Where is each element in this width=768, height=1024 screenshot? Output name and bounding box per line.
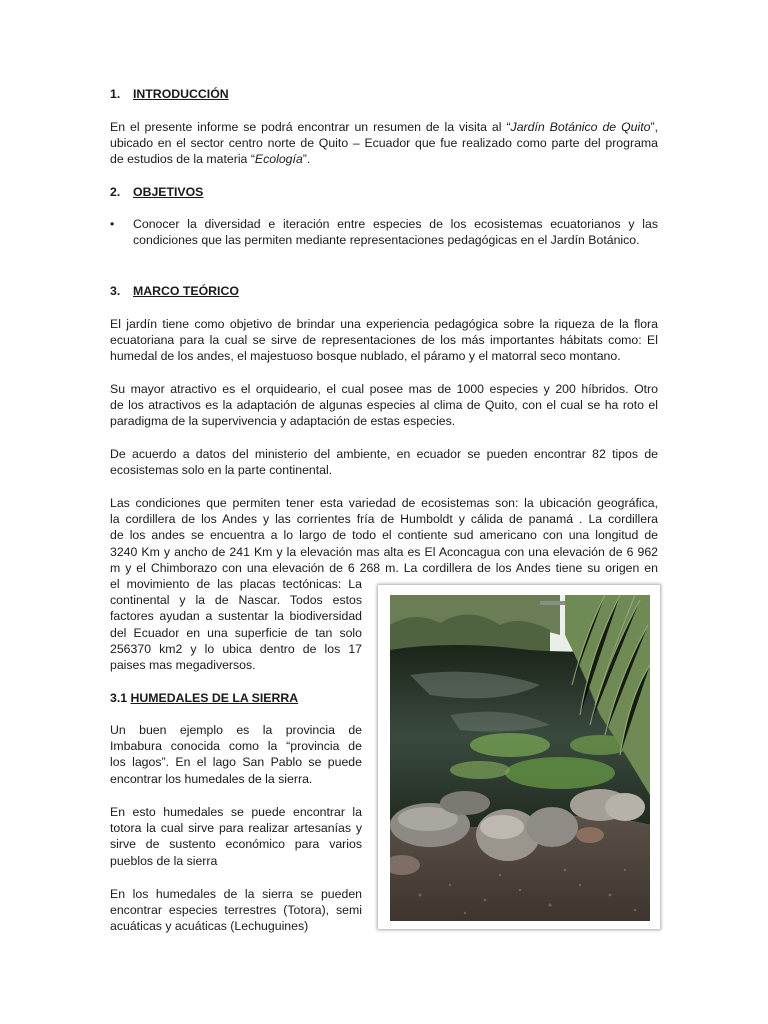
text-line: paises mas megadiversos.	[110, 658, 256, 673]
photo-frame	[378, 585, 660, 929]
text-line: de los andes se encuentra a lo largo de todo el contiente sud americano con una longitud de	[110, 528, 658, 543]
text-line: de estudios de la materia “Ecología”.	[110, 152, 311, 167]
wetland-pond-photo-icon	[390, 595, 650, 921]
text-line: los lagos”. En el lago San Pablo se puede	[110, 755, 362, 770]
heading-number: 1.	[110, 87, 121, 101]
text-line: paradigma de la supervivencia y adaptación de estas especies.	[110, 414, 456, 429]
heading-objetivos	[110, 184, 203, 200]
marco-paragraph-1	[110, 316, 658, 365]
text-line: pueblos de la sierra	[110, 853, 218, 868]
text-line: acuáticas y acuáticas (Lechuguines)	[110, 919, 309, 934]
text-line: encontrar especies terrestres (Totora), semi	[110, 903, 362, 918]
text-line: encontrar los humedales de la sierra.	[110, 771, 313, 786]
text-line: ubicado en el sector centro norte de Quito – Ecuador que fue realizado como parte del programa	[110, 136, 658, 151]
text-line: En los humedales de la sierra se pueden	[110, 887, 362, 901]
heading-title: HUMEDALES DE LA SIERRA	[130, 691, 299, 705]
text-line: ecuatoriana para la cual se sirve de representaciones de los más importantes hábitats como: El	[110, 333, 658, 348]
heading-humedales	[110, 690, 298, 706]
text-line: del Ecuador en una superficie de tan solo	[110, 625, 362, 640]
text-line: 3240 Km y ancho de 241 Km y la elevación mas alta es El Aconcagua con una elevación de 6 962	[110, 544, 658, 559]
text-line: humedal de los andes, el majestuoso bosque nublado, el páramo y el matorral seco montano.	[110, 349, 621, 364]
text-line: factores ayudan a sustentar la biodiversidad	[110, 609, 362, 624]
text-line: Las condiciones que permiten tener esta variedad de ecosistemas son: la ubicación geográfica,	[110, 496, 658, 510]
heading-title: OBJETIVOS	[133, 185, 204, 199]
text-line: sirve de sustento económico para varios	[110, 837, 362, 852]
humedales-paragraph-1	[110, 722, 362, 787]
text-line: m y el Chimborazo con una elevación de 6 268 m. La cordillera de los Andes tiene su origen en	[110, 560, 658, 575]
text-line: El jardín tiene como objetivo de brindar una experiencia pedagógica sobre la riqueza de la flora	[110, 317, 658, 331]
marco-paragraph-3	[110, 446, 658, 478]
text-line: continental y la de Nascar. Todos estos	[110, 593, 362, 608]
humedales-paragraph-3	[110, 886, 362, 935]
heading-number: 3.1	[110, 691, 128, 705]
text-line: En el presente informe se podrá encontrar un resumen de la visita al “Jardín Botánico de Quito”,	[110, 120, 658, 134]
heading-marco-teorico	[110, 283, 239, 299]
bullet-text	[133, 216, 658, 248]
text-line: condiciones que las permiten mediante representaciones pedagógicas en el Jardín Botánico.	[133, 233, 640, 248]
marco-paragraph-2	[110, 381, 658, 430]
heading-title: MARCO TEÓRICO	[133, 284, 239, 298]
heading-number: 3.	[110, 284, 121, 298]
text-line: De acuerdo a datos del ministerio del ambiente, en ecuador se pueden encontrar 82 tipos de	[110, 447, 658, 461]
humedales-paragraph-2	[110, 804, 362, 869]
text-line: 256370 km2 y lo ubica dentro de los 17	[110, 641, 362, 656]
text-line: de los atractivos es la adaptación de algunas especies al clima de Quito, con el cual se ha roto el	[110, 398, 658, 413]
intro-paragraph	[110, 119, 658, 168]
bullet-icon: •	[110, 217, 115, 231]
heading-introduccion	[110, 86, 229, 102]
text-line: totora la cual sirve para realizar artesanías y	[110, 821, 362, 836]
text-line: Imbabura conocida como la “provincia de	[110, 739, 362, 754]
heading-number: 2.	[110, 185, 121, 199]
marco-paragraph-4-continued	[110, 576, 362, 673]
heading-title: INTRODUCCIÓN	[133, 87, 229, 101]
text-line: En esto humedales se puede encontrar la	[110, 805, 362, 819]
marco-paragraph-4	[110, 495, 658, 576]
text-line: Su mayor atractivo es el orquideario, el cual posee mas de 1000 especies y 200 híbridos. Otro	[110, 382, 658, 396]
text-line: el movimiento de las placas tectónicas: La	[110, 577, 362, 591]
text-line: ecosistemas solo en la parte continental.	[110, 463, 333, 478]
text-line: Un buen ejemplo es la provincia de	[110, 723, 362, 737]
text-line: Conocer la diversidad e iteración entre especies de los ecosistemas ecuatorianos y las	[133, 217, 658, 231]
text-line: la cordillera de los Andes y las corrientes fría de Humboldt y cálida de panamá . La cordillera	[110, 512, 658, 527]
